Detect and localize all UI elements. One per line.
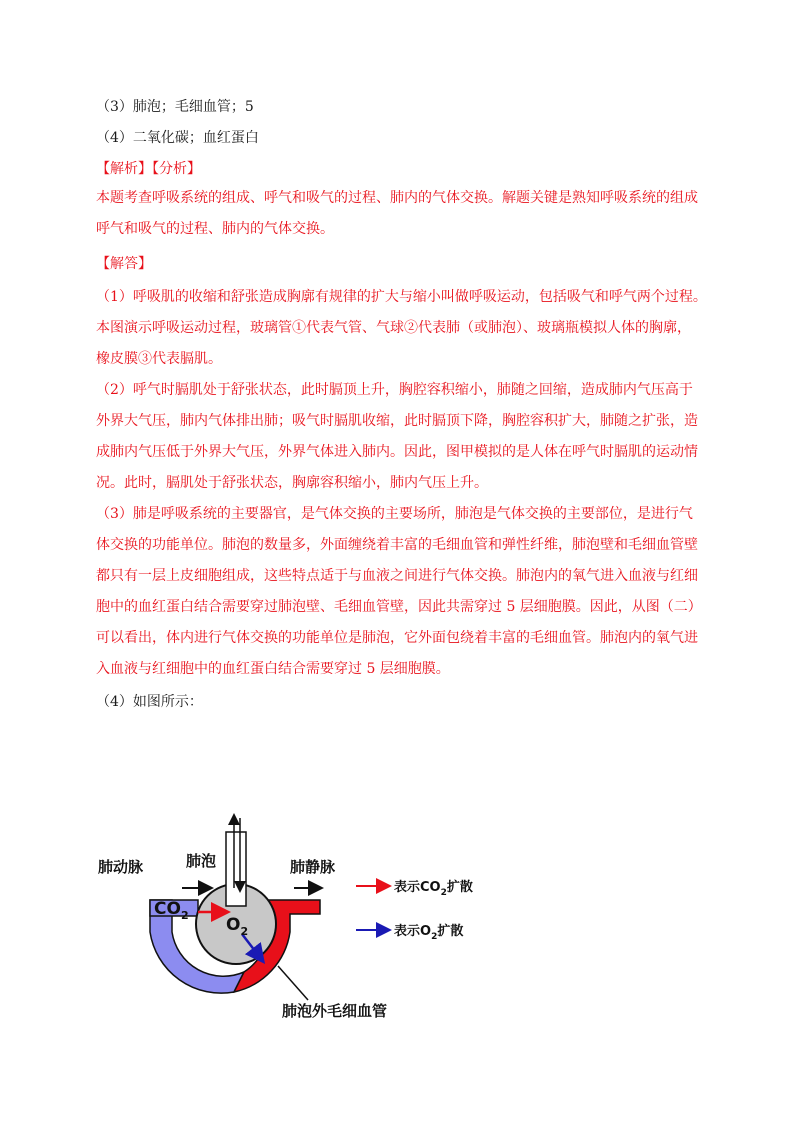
text-line: （2）呼气时膈肌处于舒张状态，此时膈顶上升，胸腔容积缩小，肺随之回缩，造成肺内气压高于 [96,382,693,398]
text-line: 可以看出，体内进行气体交换的功能单位是肺泡，它外面包绕着丰富的毛细血管。肺泡内的氧气进 [96,630,698,646]
solution-paragraph-3 [96,499,716,685]
text-line: 橡皮膜③代表膈肌。 [96,351,222,367]
legend-co2-text: 表示$CO_2$扩散 [394,880,473,898]
text-line: 况。此时，膈肌处于舒张状态，胸廓容积缩小，肺内气压上升。 [96,475,488,491]
text-line: 入血液与红细胞中的血红蛋白结合需要穿过 5 层细胞膜。 [96,661,450,677]
legend-o2-text: 表示$O_2$扩散 [394,924,464,942]
text-line: 本图演示呼吸运动过程，玻璃管①代表气管、气球②代表肺（或肺泡）、玻璃瓶模拟人体的胸廓， [96,320,691,336]
text-line: 都只有一层上皮细胞组成，这些特点适于与血液之间进行气体交换。肺泡内的氧气进入血液与红细 [96,568,698,584]
text-line: （1）呼吸肌的收缩和舒张造成胸廓有规律的扩大与缩小叫做呼吸运动，包括吸气和呼气两个过程。 [96,289,707,305]
vein-label: 肺静脉 [290,858,336,876]
gas-exchange-diagram [94,812,514,1022]
alveolar-duct [226,832,246,906]
solution-header: 【解答】 [96,256,152,272]
text-line: 体交换的功能单位。肺泡的数量多，外面缠绕着丰富的毛细血管和弹性纤维，肺泡壁和毛细血管壁 [96,537,698,553]
text-line: 成肺内气压低于外界大气压，外界气体进入肺内。因此，图甲模拟的是人体在呼气时膈肌的运动情 [96,444,698,460]
analysis-header: 【解析】【分析】 [96,161,201,177]
text-line: 本题考查呼吸系统的组成、呼气和吸气的过程、肺内的气体交换。解题关键是熟知呼吸系统的组成 [96,190,698,206]
o2-label: $O_2$ [226,915,249,938]
answer-3: （3）肺泡；毛细血管；5 [96,99,254,115]
gas-exchange-figure [94,812,514,1022]
analysis-paragraph [96,183,716,245]
alveolus-label: 肺泡 [186,852,217,870]
text-line: （3）肺是呼吸系统的主要器官，是气体交换的主要场所，肺泡是气体交换的主要部位，是进行气 [96,506,693,522]
text-line: 胞中的血红蛋白结合需要穿过肺泡壁、毛细血管壁，因此共需穿过 5 层细胞膜。因此，从图（二） [96,599,702,615]
solution-paragraph-1 [96,282,716,375]
co2-label: $CO_2$ [154,899,189,922]
answer-4-header: （4）如图所示： [96,694,203,710]
text-line: 呼气和吸气的过程、肺内的气体交换。 [96,221,334,237]
text-line: 外界大气压，肺内气体排出肺；吸气时膈肌收缩，此时膈顶下降，胸腔容积扩大，肺随之扩张，造 [96,413,698,429]
capillary-leader-line [278,966,308,1000]
capillary-label: 肺泡外毛细血管 [282,1002,388,1020]
solution-paragraph-2 [96,375,716,499]
answer-4: （4）二氧化碳；血红蛋白 [96,130,259,146]
artery-label: 肺动脉 [98,858,144,876]
